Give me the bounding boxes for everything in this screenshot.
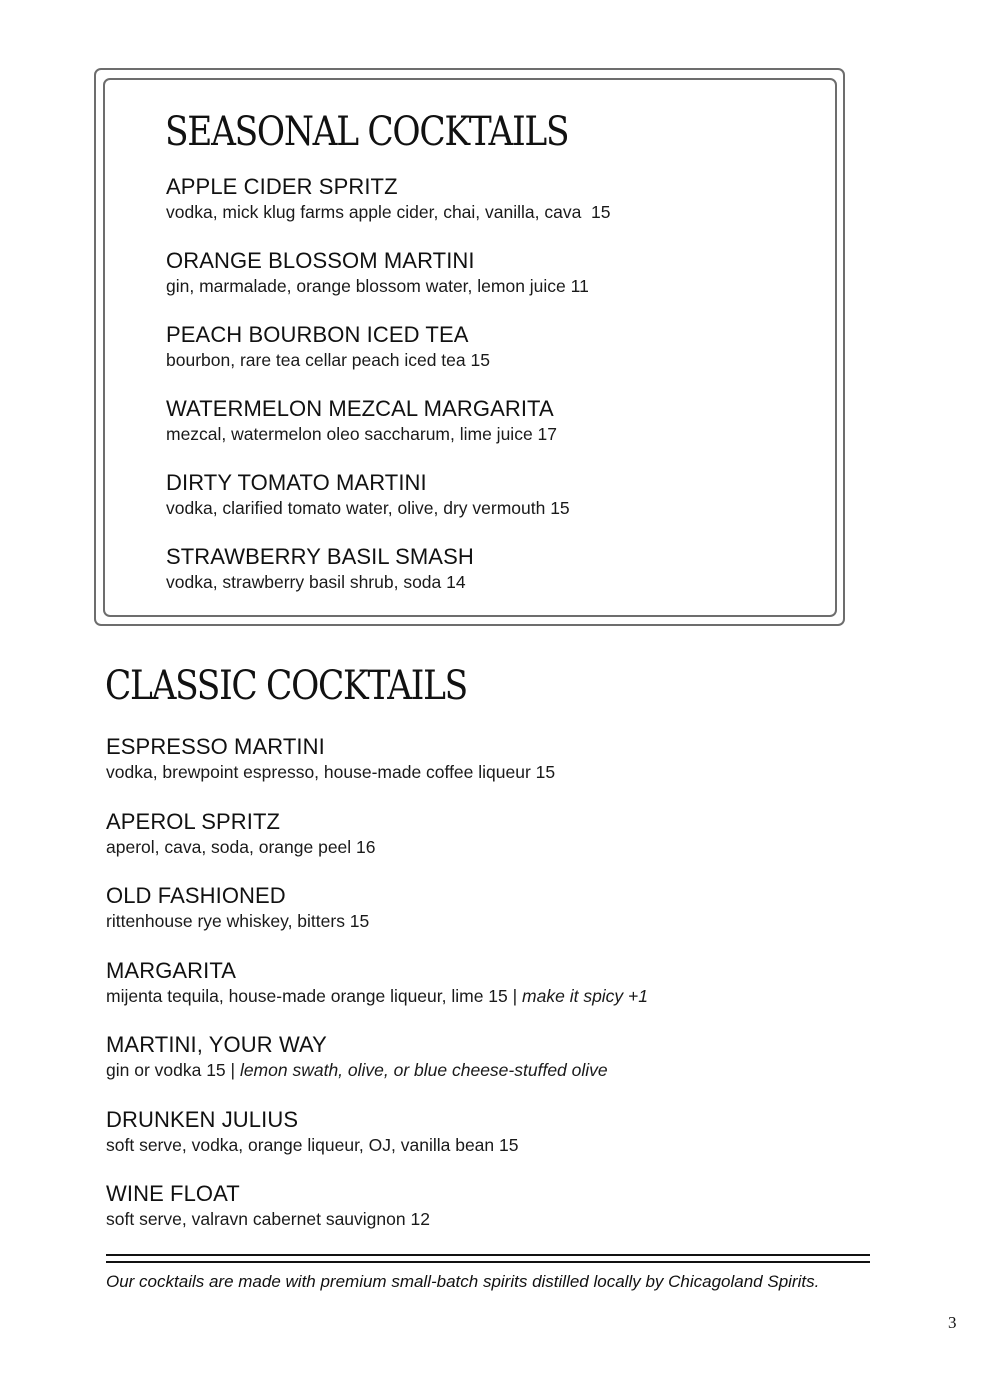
menu-item-name: OLD FASHIONED xyxy=(106,883,286,908)
footer-divider-top xyxy=(106,1254,870,1256)
seasonal-cocktail-list xyxy=(166,174,611,618)
menu-item-name: DIRTY TOMATO MARTINI xyxy=(166,470,427,495)
menu-item-description-text: gin or vodka 15 | xyxy=(106,1060,240,1080)
page-number: 3 xyxy=(948,1313,957,1332)
menu-item xyxy=(106,809,648,884)
menu-item-name: MARTINI, YOUR WAY xyxy=(106,1032,327,1057)
menu-item-description-text: soft serve, vodka, orange liqueur, OJ, vanilla bean 15 xyxy=(106,1134,519,1155)
menu-item-name: APPLE CIDER SPRITZ xyxy=(166,174,398,199)
menu-item-description xyxy=(106,909,648,933)
menu-item xyxy=(106,1032,648,1107)
menu-item-description xyxy=(106,835,648,859)
menu-item xyxy=(106,1181,648,1256)
menu-item xyxy=(166,248,611,322)
menu-item-description: vodka, mick klug farms apple cider, chai, vanilla, cava 15 xyxy=(166,202,611,222)
footer-divider-bottom xyxy=(106,1261,870,1263)
menu-item-description xyxy=(106,760,648,784)
menu-item-description-text: mijenta tequila, house-made orange liqueur, lime 15 | xyxy=(106,985,523,1006)
menu-item xyxy=(106,958,648,1033)
menu-item-description: gin, marmalade, orange blossom water, lemon juice 11 xyxy=(166,276,589,296)
menu-item-description xyxy=(106,984,648,1008)
menu-item-description: vodka, strawberry basil shrub, soda 14 xyxy=(166,572,466,592)
menu-item xyxy=(106,1107,648,1182)
menu-item-name: WATERMELON MEZCAL MARGARITA xyxy=(166,396,554,421)
menu-item xyxy=(106,883,648,958)
menu-item-name: DRUNKEN JULIUS xyxy=(106,1106,299,1132)
menu-item-name: APEROL SPRITZ xyxy=(106,808,281,834)
menu-item-description-text: aperol, cava, soda, orange peel 16 xyxy=(106,836,376,857)
menu-item-description xyxy=(106,1207,648,1231)
menu-item-description: mezcal, watermelon oleo saccharum, lime juice 17 xyxy=(166,424,557,444)
menu-item-name: ESPRESSO MARTINI xyxy=(106,734,325,759)
classic-section-title: CLASSIC COCKTAILS xyxy=(105,663,467,709)
menu-item-description-text: rittenhouse rye whiskey, bitters 15 xyxy=(106,911,370,931)
menu-item xyxy=(106,734,648,809)
menu-item xyxy=(166,174,611,248)
menu-item-note: lemon swath, olive, or blue cheese-stuffed olive xyxy=(239,1060,608,1080)
menu-item-description xyxy=(106,1133,648,1157)
menu-item-note: make it spicy +1 xyxy=(522,985,648,1006)
menu-item-name: STRAWBERRY BASIL SMASH xyxy=(166,544,474,569)
footer-note: Our cocktails are made with premium small-batch spirits distilled locally by Chicagoland Spirits. xyxy=(106,1272,820,1291)
menu-item-description xyxy=(106,1058,648,1082)
seasonal-section-title: SEASONAL COCKTAILS xyxy=(165,109,569,155)
menu-item-description: vodka, clarified tomato water, olive, dry vermouth 15 xyxy=(166,498,570,518)
menu-item xyxy=(166,322,611,396)
menu-item-name: PEACH BOURBON ICED TEA xyxy=(166,322,469,347)
menu-item-name: MARGARITA xyxy=(106,957,237,983)
classic-cocktail-list xyxy=(106,734,648,1256)
menu-item-description-text: soft serve, valravn cabernet sauvignon 12 xyxy=(106,1209,430,1229)
menu-item xyxy=(166,396,611,470)
menu-item-name: WINE FLOAT xyxy=(106,1181,240,1206)
menu-item-description-text: vodka, brewpoint espresso, house-made coffee liqueur 15 xyxy=(106,762,556,782)
menu-item-description: bourbon, rare tea cellar peach iced tea 15 xyxy=(166,350,490,370)
menu-item-name: ORANGE BLOSSOM MARTINI xyxy=(166,248,475,273)
menu-item xyxy=(166,470,611,544)
menu-item xyxy=(166,544,611,618)
